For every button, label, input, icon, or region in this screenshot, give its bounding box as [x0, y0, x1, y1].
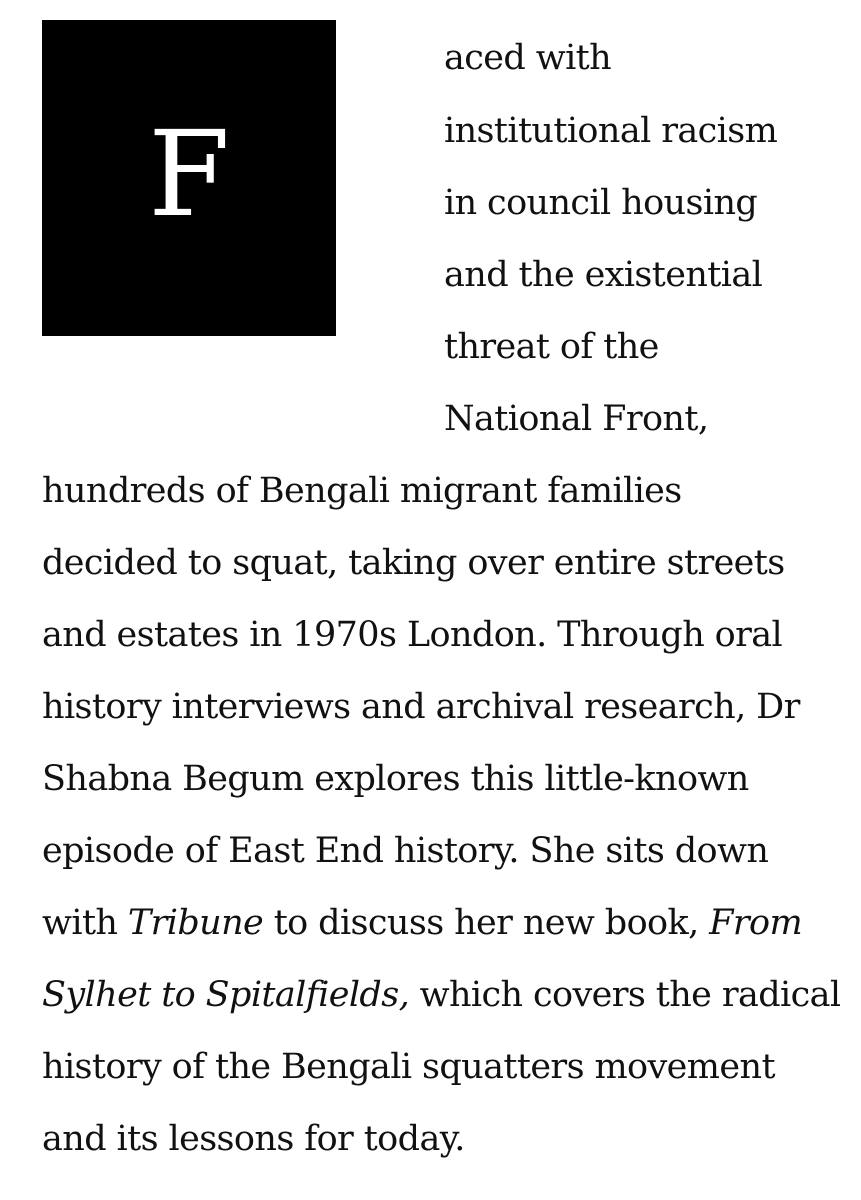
- text-line: National Front,: [444, 399, 709, 439]
- text-segment: to discuss her new book,: [263, 903, 710, 943]
- text-line: aced with: [444, 38, 612, 78]
- text-segment: which covers the radical: [409, 975, 841, 1015]
- book-title: Sylhet to Spitalfields,: [42, 975, 410, 1015]
- text-line: [42, 975, 841, 1015]
- drop-cap-letter: F: [148, 105, 230, 243]
- text-line: hundreds of Bengali migrant families: [42, 471, 682, 511]
- text-line: threat of the: [444, 327, 659, 367]
- text-line: [42, 903, 803, 943]
- text-line: episode of East End history. She sits down: [42, 831, 769, 871]
- text-line: history interviews and archival research, Dr: [42, 687, 800, 727]
- publication-name: Tribune: [127, 903, 264, 943]
- text-line: and the existential: [444, 255, 763, 295]
- drop-cap-box: [42, 20, 336, 336]
- book-title: From: [709, 903, 803, 943]
- text-line: and its lessons for today.: [42, 1119, 465, 1159]
- text-line: decided to squat, taking over entire streets: [42, 543, 785, 583]
- text-segment: with: [42, 903, 128, 943]
- text-line: institutional racism: [444, 111, 778, 151]
- text-line: Shabna Begum explores this little-known: [42, 759, 749, 799]
- text-line: in council housing: [444, 183, 758, 223]
- text-line: history of the Bengali squatters movement: [42, 1047, 775, 1087]
- text-line: and estates in 1970s London. Through oral: [42, 615, 783, 655]
